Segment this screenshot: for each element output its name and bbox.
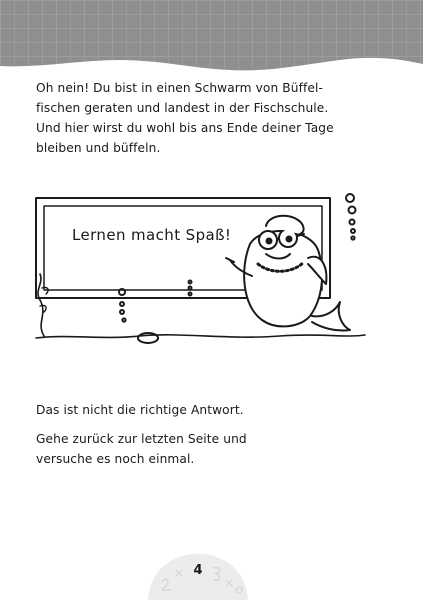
teacher-fish [226, 216, 350, 331]
outcome-text [36, 400, 396, 469]
outcome-line-3: versuche es noch einmal. [36, 452, 195, 466]
outcome-line-1: Das ist nicht die richtige Antwort. [36, 403, 244, 417]
bubble [119, 289, 125, 295]
chalkboard-text: Lernen macht Spaß! [72, 226, 232, 244]
bubble-top-right [346, 194, 354, 202]
intro-text [36, 78, 396, 158]
header-grid-band [0, 0, 423, 82]
ground-line [36, 335, 365, 338]
page-number: 4 [193, 563, 203, 578]
intro-line-1: Oh nein! Du bist in einen Schwarm von Büffel- [36, 81, 323, 95]
page-number-badge [0, 530, 423, 600]
intro-line-2: fischen geraten und landest in der Fischschule. [36, 101, 329, 115]
intro-line-3: Und hier wirst du wohl bis ans Ende deiner Tage [36, 121, 334, 135]
outcome-line-2: Gehe zurück zur letzten Seite und [36, 432, 247, 446]
fish-school-illustration [30, 188, 370, 358]
intro-line-4: bleiben und büffeln. [36, 141, 161, 155]
pebble [138, 333, 158, 343]
